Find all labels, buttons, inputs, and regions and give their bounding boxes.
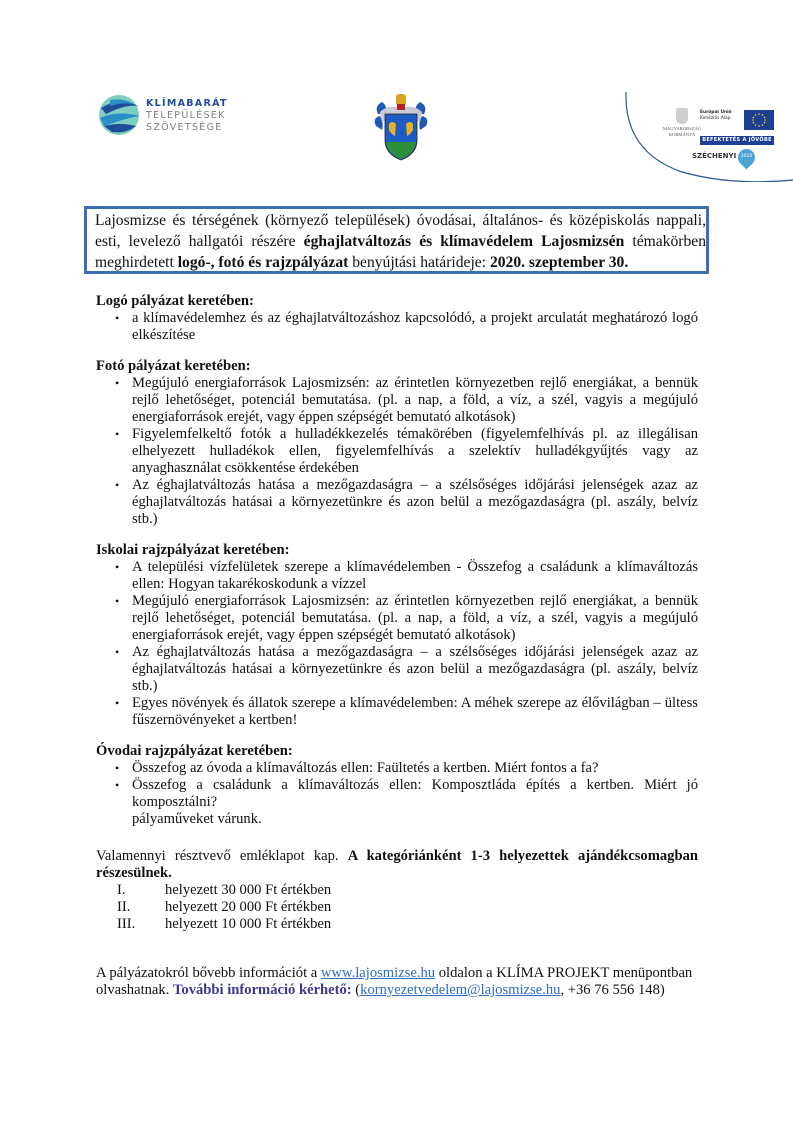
gov-line1: MAGYARORSZÁG (662, 126, 702, 131)
document-body (96, 293, 698, 999)
szechenyi-year: 2020 (740, 154, 753, 159)
intro-topic: éghajlatváltozás és klímavédelem Lajosmizsén (303, 233, 625, 250)
footer-paren: ( (351, 982, 361, 998)
eu-line1: Európai Unió (700, 110, 732, 115)
list-item: • Megújuló energiaforrások Lajosmizsén: az érintetlen környezetben rejlő energiákat, a bennük rejlő lehetőséget, potenciál bemutatása. (pl. a nap, a föld, a víz, a szél, vagyis a megújuló energiaforrások erejét, vagy éppen szépségét bemutató alkotások) (132, 375, 698, 426)
award-text: helyezett 20 000 Ft értékben (165, 899, 332, 915)
list-item: • Összefog az óvoda a klímaváltozás ellen: Faültetés a kertben. Miért fontos a fa? (132, 760, 698, 777)
klimabarat-logo (96, 92, 266, 142)
klima-logo-line2: TELEPÜLÉSEK (146, 110, 226, 121)
bullet-list (96, 310, 698, 344)
award-rank: III. (117, 916, 136, 932)
list-item: • Összefog a családunk a klímaváltozás ellen: Komposztláda építés a kertben. Miért jó komposztálni? (132, 777, 698, 811)
intro-line2 (95, 231, 706, 252)
award-rank: I. (117, 882, 126, 898)
klima-logo-line3: SZÖVETSÉGE (146, 122, 223, 133)
section-awards (96, 848, 698, 933)
section-trailing-text: pályaműveket várunk. (132, 811, 262, 827)
list-item: • Az éghajlatváltozás hatása a mezőgazdaságra – a szélsőséges időjárási jelenségek azaz az éghajlatváltozás hatásai a környezetünkre és azon belül a mezőgazdaságra (pl. aszály, belvíz stb.) (132, 644, 698, 695)
intro-line3 (95, 252, 706, 273)
email-link[interactable]: kornyezetvedelem@lajosmizse.hu (360, 982, 561, 998)
list-item: • Megújuló energiaforrások Lajosmizsén: az érintetlen környezetben rejlő energiákat, a bennük rejlő lehetőséget, potenciál bemutatása. (pl. a nap, a föld, a víz, a szél, vagyis a megújuló energiaforrások erejét, vagy éppen szépségét bemutató alkotások) (132, 593, 698, 644)
section-kindergarten-drawing (96, 743, 698, 828)
footer-text: A pályázatokról bővebb információt a (96, 965, 321, 981)
section-title: Logó pályázat keretében: (96, 293, 254, 309)
intro-deadline-label: benyújtási határideje: (348, 254, 490, 271)
contact-label: További információ kérhető: (173, 982, 352, 998)
globe-icon (96, 92, 142, 138)
bullet-list (96, 760, 698, 811)
footer-text-mid: oldalon a KLÍMA PROJEKT menüpontban olvashatnak. (96, 965, 693, 998)
list-item: • Az éghajlatváltozás hatása a mezőgazdaságra – a szélsőséges időjárási jelenségek azaz az éghajlatváltozás hatásai a környezetünkre és azon belül a mezőgazdaságra (pl. aszály, belvíz stb.) (132, 477, 698, 528)
award-row (96, 899, 698, 916)
list-item: • Figyelemfelkeltő fotók a hulladékkezelés témakörében (figyelemfelhívás pl. az illegálisan elhelyezett hulladékok ellen, figyelemfelhívás a szelektív hulladékgyűjtés vagy az anyaghasználat csökkentése érdekében (132, 426, 698, 477)
intro-line1: Lajosmizse és térségének (környező települések) óvodásai, általános- és középiskolás nappali, (95, 212, 706, 229)
hungarian-crest-icon (676, 108, 688, 124)
awards-list (96, 882, 698, 933)
intro-line2-text: esti, levelező hallgatói részére (95, 233, 304, 250)
intro-box (84, 206, 709, 274)
award-row (96, 882, 698, 899)
section-school-drawing (96, 542, 698, 729)
awards-intro-text: Valamennyi résztvevő emléklapot kap. (96, 848, 348, 864)
bullet-list (96, 559, 698, 729)
klima-logo-line1: KLÍMABARÁT (146, 98, 228, 109)
section-photo (96, 358, 698, 528)
awards-intro-bold: A kategóriánként 1-3 helyezettek ajándékcsomagban részesülnek. (96, 848, 698, 881)
website-link[interactable]: www.lajosmizse.hu (320, 965, 436, 981)
awards-intro (96, 848, 698, 882)
szechenyi-label: SZÉCHENYI (692, 152, 737, 160)
footer-info (96, 965, 698, 999)
phone-number: , +36 76 556 148) (560, 982, 665, 998)
section-title: Fotó pályázat keretében: (96, 358, 251, 374)
award-text: helyezett 30 000 Ft értékben (165, 882, 332, 898)
gov-line2: KORMÁNYA (668, 131, 696, 137)
section-title: Óvodai rajzpályázat keretében: (96, 743, 293, 759)
intro-line3-text: meghirdetett (95, 254, 178, 271)
eu-banner: BEFEKTETÉS A JÖVŐBE (700, 136, 774, 145)
list-item: • Egyes növények és állatok szerepe a klímavédelemben: A méhek szerepe az élővilágban – ültess fűszernövényeket a kertben! (132, 695, 698, 729)
list-item: • a klímavédelemhez és az éghajlatváltozáshoz kapcsolódó, a projekt arculatát meghatározó logó elkészítése (132, 310, 698, 344)
section-title: Iskolai rajzpályázat keretében: (96, 542, 290, 558)
award-text: helyezett 10 000 Ft értékben (165, 916, 332, 932)
coat-of-arms-icon (374, 92, 428, 164)
intro-paragraph (95, 209, 706, 273)
award-row (96, 916, 698, 933)
eu-flag-icon (744, 110, 774, 130)
intro-deadline: 2020. szeptember 30. (489, 254, 629, 271)
intro-line2-end: témakörben (624, 233, 706, 250)
award-rank: II. (117, 899, 131, 915)
eu-line2: Kohéziós Alap (700, 116, 731, 121)
list-item: • A települési vízfelületek szerepe a klímavédelemben - Összefog a családunk a klímaváltozás ellen: Hogyan takarékoskodunk a vízzel (132, 559, 698, 593)
section-logo (96, 293, 698, 344)
bullet-list (96, 375, 698, 528)
intro-contest-types: logó-, fotó és rajzpályázat (177, 254, 349, 271)
